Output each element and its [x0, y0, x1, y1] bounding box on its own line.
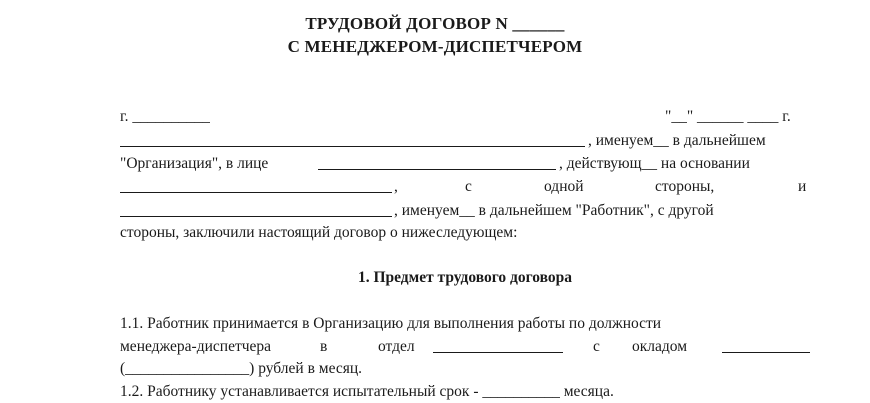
position-name: менеджера-диспетчера [120, 338, 272, 355]
and-word: и [798, 178, 807, 195]
probation-text: 1.2. Работнику устанавливается испытательный срок - __________ месяца. [120, 383, 614, 400]
with-word: с [465, 178, 472, 195]
one-word: одной [544, 178, 584, 195]
party-word: стороны, [655, 178, 715, 195]
clause-1-1-text: 1.1. Работник принимается в Организацию для выполнения работы по должности [120, 315, 662, 332]
document-title: ТРУДОВОЙ ДОГОВОР N ______ [305, 14, 565, 33]
with-salary-word: с [593, 338, 600, 355]
worker-row [120, 200, 810, 222]
salary-words-text: (________________) рублей в месяц. [120, 360, 363, 377]
salary-blank [722, 352, 810, 353]
org-representative-row [120, 153, 810, 175]
in-word: в [320, 338, 328, 355]
place-date-row [120, 106, 810, 128]
department-blank [433, 352, 563, 353]
org-name-row [120, 130, 810, 152]
basis-comma: , [394, 178, 398, 195]
worker-named-text: , именуем__ в дальнейшем "Работник", с другой [394, 202, 714, 219]
concluded-text: стороны, заключили настоящий договор о нижеследующем: [120, 224, 518, 241]
org-label: "Организация", в лице [120, 155, 269, 172]
clause-1-1-line1 [120, 313, 810, 335]
acting-basis-text: , действующ__ на основании [559, 155, 750, 172]
document-subtitle: С МЕНЕДЖЕРОМ-ДИСПЕТЧЕРОМ [287, 37, 583, 56]
salary-word: окладом [632, 338, 688, 355]
concluded-row [120, 222, 810, 244]
org-basis-row [120, 176, 810, 198]
clause-1-1-line3 [120, 358, 810, 380]
worker-name-blank [120, 216, 392, 217]
org-name-blank [120, 146, 585, 147]
department-word: отдел [378, 338, 415, 355]
clause-1-1-line2 [120, 336, 810, 358]
place-field: г. __________ [120, 108, 210, 125]
date-field: "__" ______ ____ г. [665, 108, 791, 125]
basis-blank [120, 192, 392, 193]
section-1-heading: 1. Предмет трудового договора [357, 269, 573, 286]
org-named-text: , именуем__ в дальнейшем [588, 132, 766, 149]
representative-blank [318, 169, 556, 170]
